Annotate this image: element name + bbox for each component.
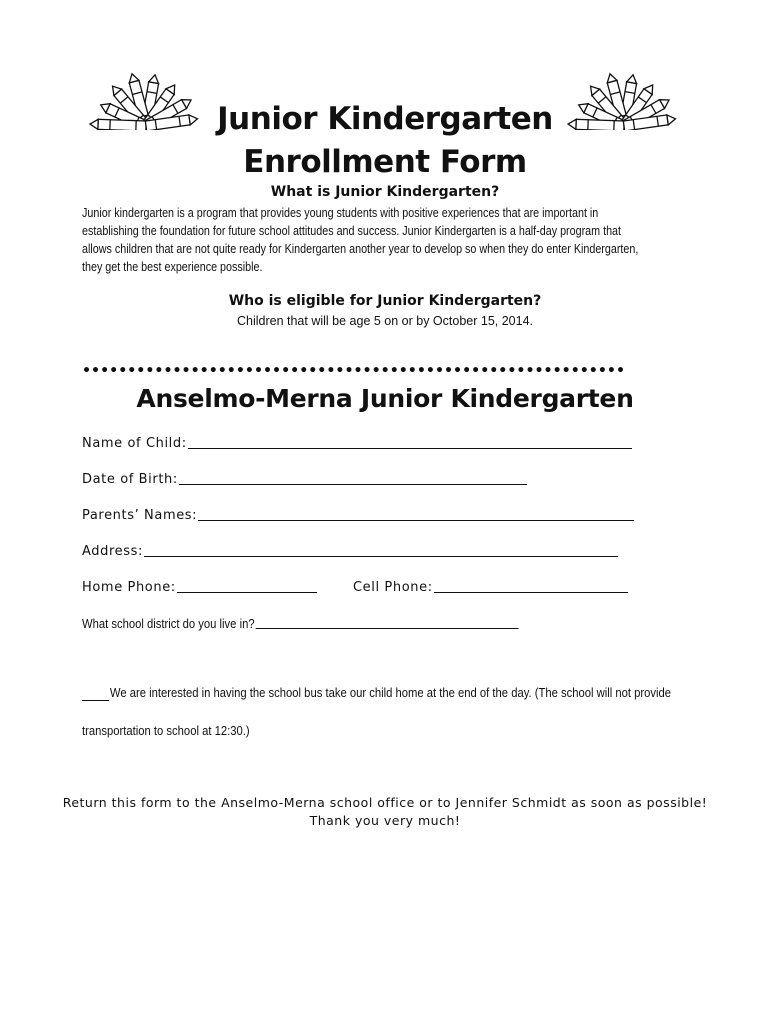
bus-checkbox-blank[interactable]	[82, 686, 109, 701]
eligibility-text: Children that will be age 5 on or by October 15, 2014.	[236, 314, 533, 328]
intro-line: they get the best experience possible.	[82, 260, 263, 274]
child-name-label: Name of Child:	[82, 436, 187, 451]
cell-phone-field	[353, 580, 628, 595]
address-input[interactable]	[144, 555, 618, 557]
district-input[interactable]	[255, 627, 518, 629]
cell-phone-input[interactable]	[434, 591, 628, 593]
address-label: Address:	[82, 544, 143, 559]
divider-dots: ••••••••••••••••••••••••••••••••••••••••••••••••••••••••••••	[82, 366, 625, 376]
home-phone-input[interactable]	[177, 591, 317, 593]
cell-phone-label: Cell Phone:	[353, 580, 433, 595]
parents-names-label: Parents’ Names:	[82, 508, 198, 523]
return-instructions: Return this form to the Anselmo-Merna school office or to Jennifer Schmidt as soon as possible!	[62, 795, 708, 810]
bus-request	[82, 686, 712, 701]
intro-heading: What is Junior Kindergarten?	[270, 184, 500, 200]
page-title: Junior Kindergarten	[217, 101, 553, 137]
dob-label: Date of Birth:	[82, 472, 178, 487]
home-phone-label: Home Phone:	[82, 580, 176, 595]
intro-line: allows children that are not quite ready for Kindergarten another year to develop so when they do enter Kindergarten,	[82, 242, 639, 256]
thank-you: Thank you very much!	[309, 813, 461, 828]
intro-line: establishing the foundation for future school attitudes and success. Junior Kindergarten is a half-day program that	[82, 224, 622, 238]
child-name-field	[82, 436, 632, 451]
parents-names-input[interactable]	[198, 519, 634, 521]
address-field	[82, 544, 618, 559]
bus-request-continued: transportation to school at 12:30.)	[82, 724, 250, 738]
page-subtitle: Enrollment Form	[243, 144, 527, 180]
school-title: Anselmo-Merna Junior Kindergarten	[136, 384, 634, 413]
parents-names-field	[82, 508, 634, 523]
intro-line: Junior kindergarten is a program that provides young students with positive experiences that are important in	[82, 206, 599, 220]
home-phone-field	[82, 580, 317, 595]
dotted-divider	[82, 366, 627, 376]
dob-input[interactable]	[179, 483, 527, 485]
intro-paragraph	[82, 204, 693, 276]
eligibility-heading: Who is eligible for Junior Kindergarten?	[228, 293, 542, 309]
district-field	[82, 617, 518, 631]
district-label: What school district do you live in?	[82, 617, 255, 631]
bus-request-text: We are interested in having the school bus take our child home at the end of the day. (The school will not provide	[109, 686, 672, 700]
dob-field	[82, 472, 527, 487]
child-name-input[interactable]	[188, 447, 632, 449]
